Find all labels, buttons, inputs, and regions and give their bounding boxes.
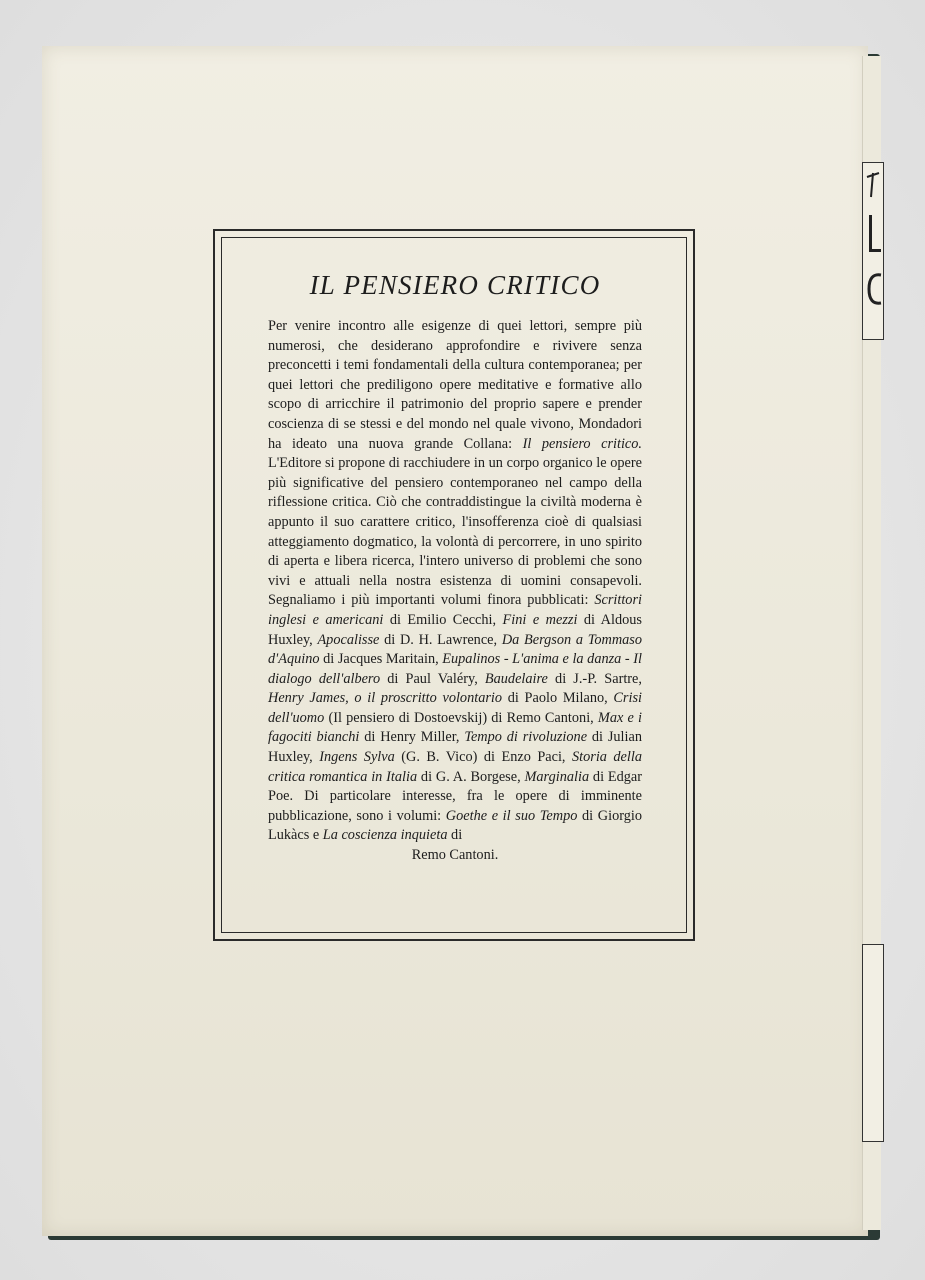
paragraph-text: (Il pensiero di Dostoevskij) di Remo Cantoni, — [324, 709, 598, 726]
paragraph-text: di Aldous Huxley, — [268, 611, 642, 648]
closing-line: Remo Cantoni. — [411, 847, 499, 864]
paragraph-text: (G. B. Vico) di Enzo Paci, — [394, 749, 572, 766]
paragraph-text: di D. H. Lawrence, — [379, 631, 502, 648]
paragraph-text: di Julian Huxley, — [268, 729, 642, 766]
book-title-text: Goethe e il suo Tempo — [445, 807, 578, 824]
spine-label-fragment — [862, 944, 884, 1142]
book-title-text: Crisi dell'uomo — [268, 690, 642, 726]
paragraph-text: L'Editore si propone di racchiudere in un corpo organico le opere più significative del pensiero contemporaneo nel campo della riflessione critica. Ciò che contraddistingue la civiltà moderna è appunto il suo carattere critico, l'insofferenza cioè di qualsiasi atteggiamento dogmatico, la volontà di percorrere, in uno spirito di aperta e libera ricerca, l'intero universo di problemi che sono vivi e attuali nella nostra esistenza di uomini consapevoli. Segnaliamo i più importanti volumi finora pubblicati: — [268, 455, 642, 609]
book-title-text: Tempo di rivoluzione — [464, 729, 588, 746]
book-title-text: Eupalinos - L'anima e la danza - Il dialogo dell'albero — [268, 651, 642, 687]
spine-title-fragment — [862, 162, 884, 340]
book-title-text: Baudelaire — [484, 670, 548, 687]
book-title-text: Henry James, o il proscritto volontario — [268, 690, 503, 707]
book-title-text: Apocalisse — [317, 631, 380, 648]
book-title-text: Storia della critica romantica in Italia — [268, 749, 642, 785]
book-title-text: Il pensiero critico. — [522, 435, 643, 452]
book-title-text: Max e i fagociti bianchi — [268, 709, 642, 746]
series-title: IL PENSIERO CRITICO — [309, 270, 601, 300]
book-title-text: Scrittori inglesi e americani — [268, 592, 642, 628]
paragraph-text: di Paolo Milano, — [502, 690, 614, 707]
paragraph-text: di Jacques Maritain, — [319, 651, 443, 668]
book-title-text: Ingens Sylva — [319, 749, 395, 766]
paragraph-text: di J.-P. Sartre, — [547, 670, 642, 687]
series-description — [268, 317, 642, 866]
paragraph-text: di — [447, 827, 463, 844]
paragraph-text: di Emilio Cecchi, — [383, 611, 503, 628]
paragraph-text: Per venire incontro alle esigenze di quei lettori, sempre più numerosi, che desiderano approfondire e rivivere senza preconcetti i temi fondamentali della cultura contemporanea; per quei lettori che prediligono opere meditative e formative allo scopo di arricchire il patrimonio del proprio sapere e prender coscienza di se stessi e del mondo nel quale vivono, Mondadori ha ideato una nuova grande Collana: — [268, 318, 642, 452]
blurb-panel — [268, 270, 642, 866]
paragraph-text: di Giorgio Lukàcs e — [268, 807, 642, 844]
paragraph-text: di Paul Valéry, — [380, 670, 485, 687]
book-title-text: Da Bergson a Tommaso d'Aquino — [268, 631, 643, 668]
paragraph-text: di Henry Miller, — [359, 729, 465, 746]
paragraph-text: di G. A. Borgese, — [417, 768, 525, 785]
book-title-text: Marginalia — [524, 768, 590, 785]
paragraph-text: di Edgar Poe. Di particolare interesse, fra le opere di imminente pubblicazione, sono i volumi: — [268, 768, 642, 824]
spine-lettering-icon — [863, 163, 883, 339]
book-title-text: La coscienza inquieta — [322, 827, 448, 844]
book-title-text: Fini e mezzi — [502, 611, 578, 628]
